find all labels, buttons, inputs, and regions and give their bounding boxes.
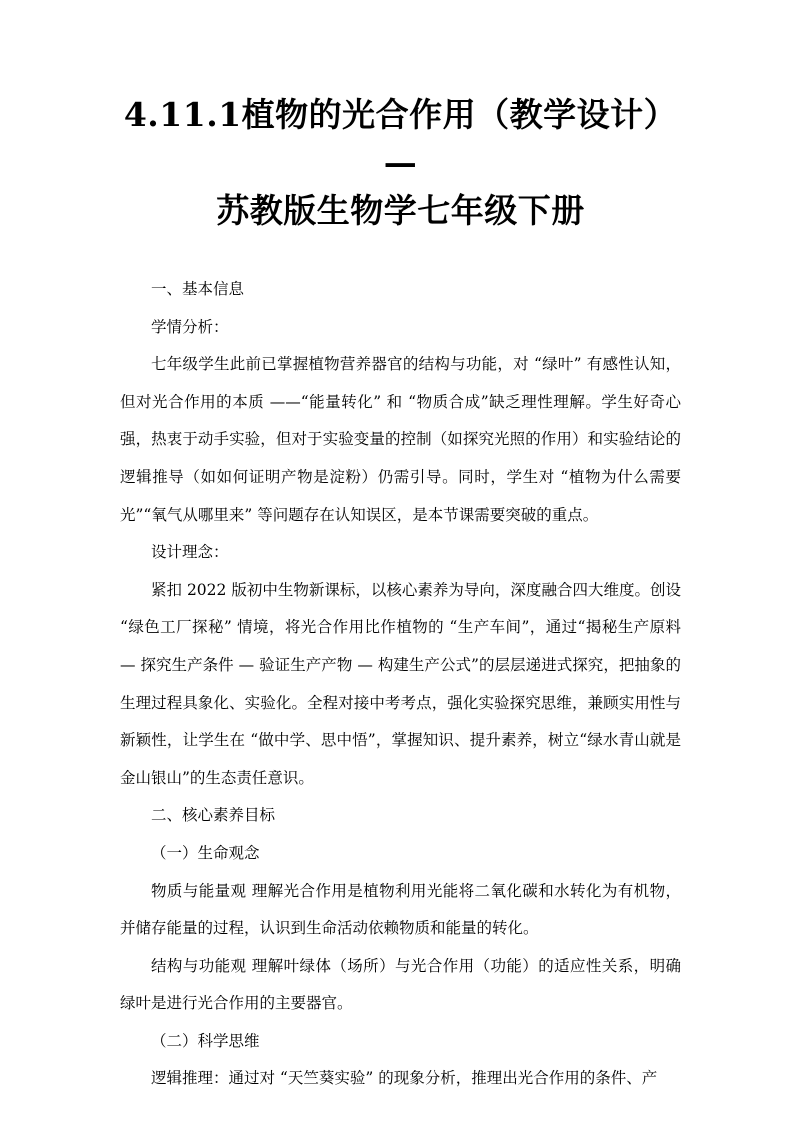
- document-body: [120, 271, 681, 1098]
- section-heading-core-goals: 二、核心素养目标: [151, 806, 276, 825]
- title-line-1: 4.11.1植物的光合作用（教学设计）—: [123, 95, 678, 182]
- learner-analysis-label: 学情分析：: [151, 317, 229, 336]
- subheading-life-concept: （一）生命观念: [151, 843, 260, 862]
- learner-analysis-paragraph: 七年级学生此前已掌握植物营养器官的结构与功能，对 “绿叶” 有感性认知，但对光合作用的本质 ——“能量转化” 和 “物质合成”缺乏理性理解。学生好奇心强，热衷于动手实验，但对于实验变量的控制（如探究光照的作用）和实验结论的逻辑推导（如如何证明产物是淀粉）仍需引导。同时，学生对 “植物为什么需要光”“氧气从哪里来” 等问题存在认知误区，是本节课需要突破的重点。: [120, 355, 681, 524]
- life-concept-paragraph-1: 物质与能量观 理解光合作用是植物利用光能将二氧化碳和水转化为有机物，并储存能量的过程，认识到生命活动依赖物质和能量的转化。: [120, 881, 681, 938]
- subheading-scientific-thinking: （二）科学思维: [151, 1031, 260, 1050]
- life-concept-paragraph-2: 结构与功能观 理解叶绿体（场所）与光合作用（功能）的适应性关系，明确绿叶是进行光合作用的主要器官。: [120, 956, 681, 1013]
- design-concept-label: 设计理念：: [151, 543, 229, 562]
- scientific-thinking-paragraph-1: 逻辑推理：通过对 “天竺葵实验” 的现象分析，推理出光合作用的条件、产: [151, 1069, 658, 1088]
- title-line-2: 苏教版生物学七年级下册: [216, 191, 585, 230]
- document-title: [120, 91, 681, 235]
- section-heading-basic-info: 一、基本信息: [151, 280, 245, 298]
- design-concept-paragraph: 紧扣 2022 版初中生物新课标，以核心素养为导向，深度融合四大维度。创设 “绿色工厂探秘” 情境，将光合作用比作植物的 “生产车间”，通过“揭秘生产原料 — 探究生产条件 — 验证生产产物 — 构建生产公式”的层层递进式探究，把抽象的生理过程具象化、实验化。全程对接中考考点，强化实验探究思维，兼顾实用性与新颖性，让学生在 “做中学、思中悟”，掌握知识、提升素养，树立“绿水青山就是金山银山”的生态责任意识。: [120, 580, 681, 787]
